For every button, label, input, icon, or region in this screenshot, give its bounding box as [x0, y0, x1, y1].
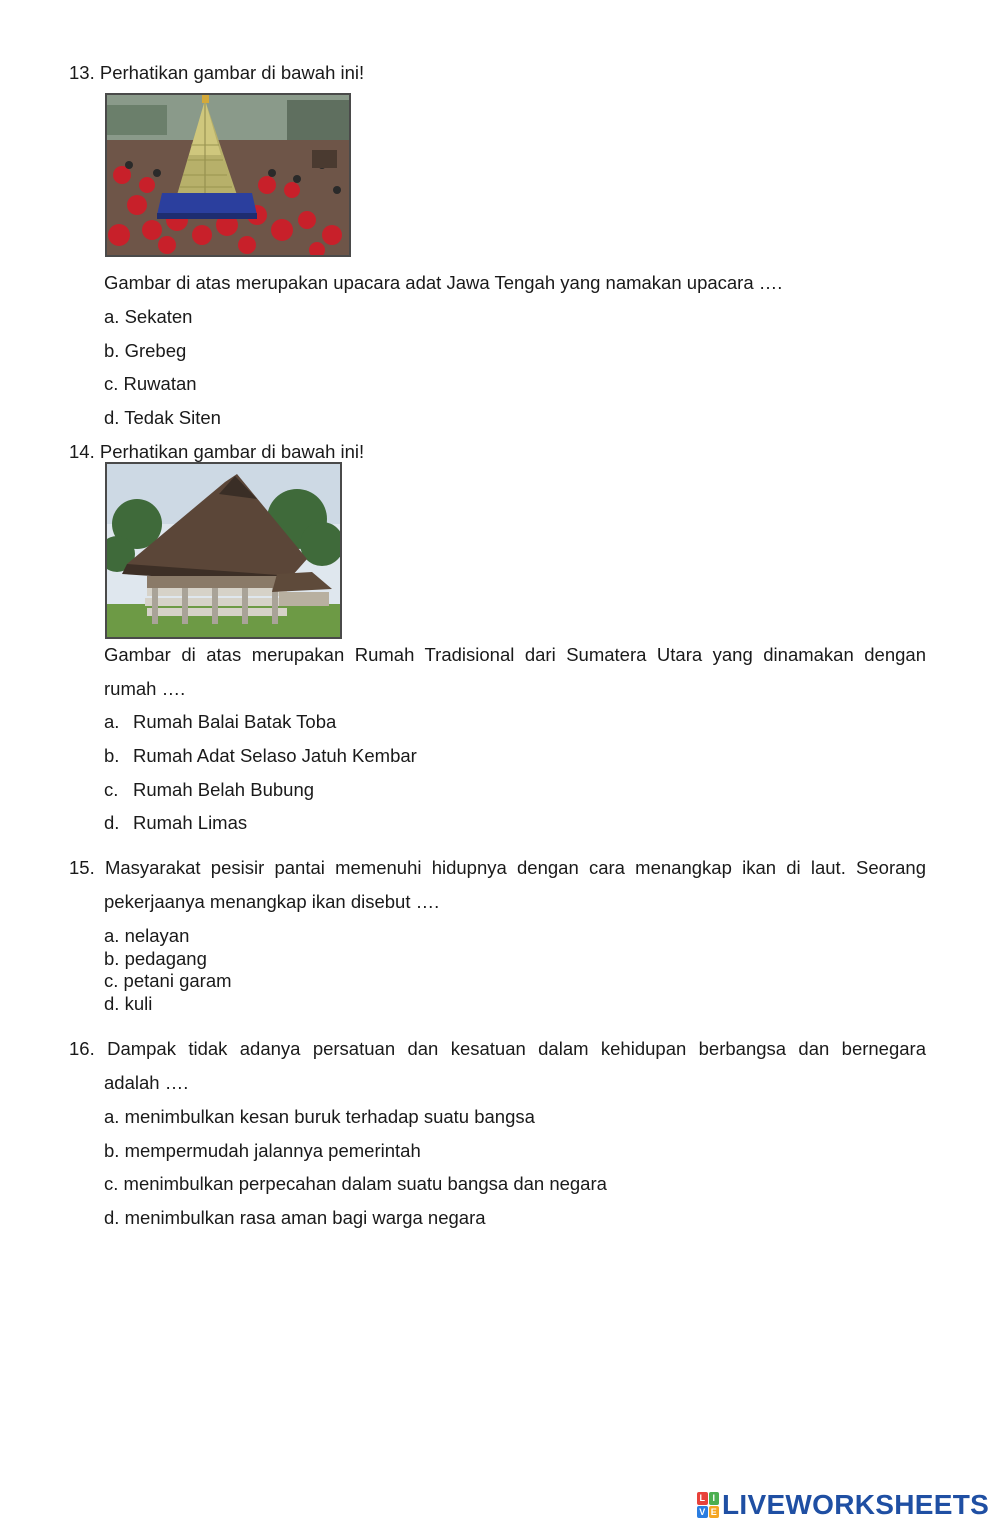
q14-option-b[interactable]: [104, 745, 417, 767]
logo-text: LIVEWORKSHEETS: [722, 1489, 990, 1520]
q14-option-a-label: a.: [104, 711, 120, 732]
q14-option-c-label: c.: [104, 779, 119, 800]
q14-option-a[interactable]: [104, 711, 336, 733]
question-13-text: Gambar di atas merupakan upacara adat Jawa Tengah yang namakan upacara ….: [104, 272, 783, 293]
question-15-text-line2: pekerjaanya menangkap ikan disebut ….: [104, 891, 440, 912]
q15-option-b[interactable]: b. pedagang: [104, 948, 207, 969]
q15-option-a[interactable]: a. nelayan: [104, 925, 190, 946]
batak-house-image: [105, 462, 342, 639]
question-13-title: 13. Perhatikan gambar di bawah ini!: [69, 62, 365, 83]
question-14-text-line2: rumah ….: [104, 678, 186, 699]
q15-option-c[interactable]: c. petani garam: [104, 970, 232, 991]
q16-option-d[interactable]: d. menimbulkan rasa aman bagi warga negara: [104, 1207, 486, 1228]
q14-option-a-text: Rumah Balai Batak Toba: [133, 711, 337, 732]
question-14-title: 14. Perhatikan gambar di bawah ini!: [69, 441, 365, 462]
q14-option-c-text: Rumah Belah Bubung: [133, 779, 315, 800]
logo-letter-e: E: [709, 1506, 720, 1519]
grebeg-ceremony-image: [105, 93, 351, 257]
q14-option-d-text: Rumah Limas: [133, 812, 248, 833]
q13-option-a[interactable]: a. Sekaten: [104, 306, 193, 327]
q16-option-b[interactable]: b. mempermudah jalannya pemerintah: [104, 1140, 421, 1161]
q14-option-d[interactable]: [104, 812, 247, 834]
q13-option-b[interactable]: b. Grebeg: [104, 340, 187, 361]
question-14-text-line1: Gambar di atas merupakan Rumah Tradisional dari Sumatera Utara yang dinamakan dengan: [104, 644, 926, 665]
logo-letter-l: L: [697, 1492, 708, 1505]
q13-option-c[interactable]: c. Ruwatan: [104, 373, 197, 394]
q14-option-b-label: b.: [104, 745, 120, 766]
q16-option-a[interactable]: a. menimbulkan kesan buruk terhadap suatu bangsa: [104, 1106, 535, 1127]
q13-option-d[interactable]: d. Tedak Siten: [104, 407, 221, 428]
q16-option-c[interactable]: c. menimbulkan perpecahan dalam suatu bangsa dan negara: [104, 1173, 607, 1194]
question-16-text-line1: 16. Dampak tidak adanya persatuan dan kesatuan dalam kehidupan berbangsa dan bernegara: [69, 1038, 926, 1059]
q15-option-d[interactable]: d. kuli: [104, 993, 153, 1014]
q14-option-b-text: Rumah Adat Selaso Jatuh Kembar: [133, 745, 417, 766]
question-15-text-line1: 15. Masyarakat pesisir pantai memenuhi hidupnya dengan cara menangkap ikan di laut. Seorang: [69, 857, 926, 878]
q14-option-d-label: d.: [104, 812, 120, 833]
liveworksheets-logo: [697, 1488, 989, 1522]
logo-grid-icon: [697, 1492, 719, 1518]
logo-letter-v: V: [697, 1506, 708, 1519]
q14-option-c[interactable]: [104, 779, 314, 801]
logo-letter-i: I: [709, 1492, 720, 1505]
question-16-text-line2: adalah ….: [104, 1072, 189, 1093]
